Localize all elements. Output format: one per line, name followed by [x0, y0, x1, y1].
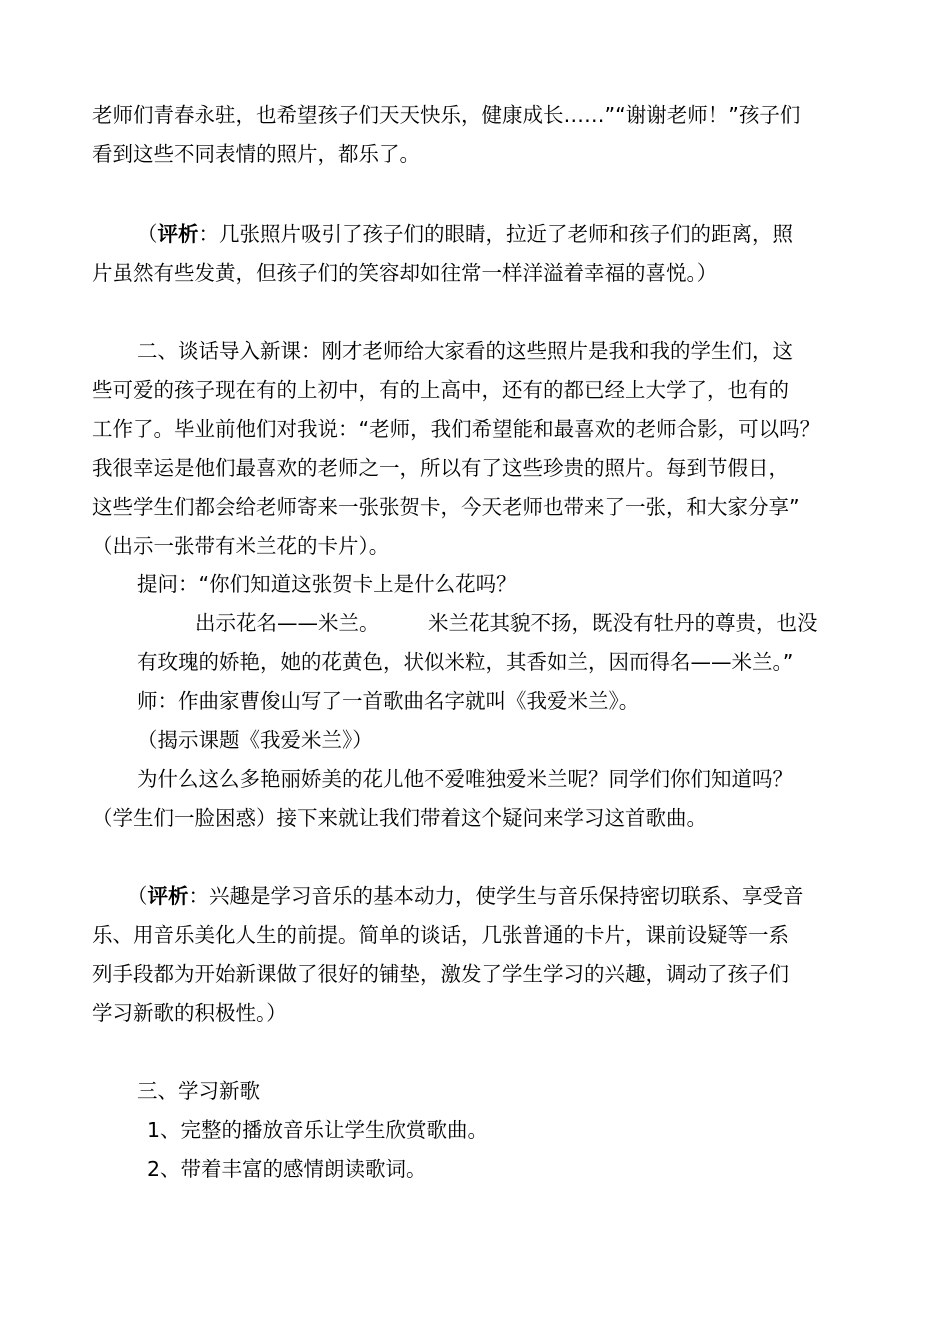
text-line: 看到这些不同表情的照片，都乐了。	[92, 142, 420, 166]
section-three-heading: 三、学习新歌	[137, 1079, 260, 1103]
open-paren: （	[127, 884, 148, 908]
text-line: 米兰花其貌不扬，既没有牡丹的尊贵，也没	[428, 611, 818, 635]
text-line: （出示一张带有米兰花的卡片）。	[92, 534, 390, 558]
text-line: 有玫瑰的娇艳，她的花黄色，状似米粒，其香如兰，因而得名——米兰。”	[137, 650, 794, 674]
text-line: 为什么这么多艳丽娇美的花儿他不爱唯独爱米兰呢？同学们你们知道吗？	[137, 767, 793, 791]
text-line: 些可爱的孩子现在有的上初中，有的上高中，还有的都已经上大学了，也有的	[92, 378, 789, 402]
commentary-label: 评析	[157, 222, 199, 246]
text-line: 这些学生们都会给老师寄来一张张贺卡，今天老师也带来了一张，和大家分享”	[92, 495, 800, 519]
commentary-text: ：几张照片吸引了孩子们的眼睛，拉近了老师和孩子们的距离，照	[198, 222, 793, 246]
text-line: 乐、用音乐美化人生的前提。简单的谈话，几张普通的卡片，课前设疑等一系	[92, 923, 789, 947]
open-paren: （	[137, 222, 158, 246]
text-line: 我很幸运是他们最喜欢的老师之一，所以有了这些珍贵的照片。每到节假日，	[92, 456, 789, 480]
list-item: 1、完整的播放音乐让学生欣赏歌曲。	[147, 1118, 489, 1142]
text-line: （学生们一脸困惑）接下来就让我们带着这个疑问来学习这首歌曲。	[92, 806, 707, 830]
commentary-label: 评析	[147, 884, 189, 908]
commentary-line	[127, 884, 804, 908]
text-line: 出示花名——米兰。	[195, 611, 380, 635]
text-line: 师：作曲家曹俊山写了一首歌曲名字就叫《我爱米兰》。	[137, 689, 640, 713]
section-two-heading-line: 二、谈话导入新课：刚才老师给大家看的这些照片是我和我的学生们，这	[137, 339, 793, 363]
text-line: （揭示课题《我爱米兰》）	[137, 728, 373, 752]
text-line: 片虽然有些发黄，但孩子们的笑容却如往常一样洋溢着幸福的喜悦。）	[92, 261, 718, 285]
text-line: 老师们青春永驻，也希望孩子们天天快乐，健康成长……”“谢谢老师！”孩子们	[92, 103, 801, 127]
text-line: 工作了。毕业前他们对我说：“老师，我们希望能和最喜欢的老师合影，可以吗？	[92, 417, 821, 441]
text-line: 列手段都为开始新课做了很好的铺垫，激发了学生学习的兴趣，调动了孩子们	[92, 962, 789, 986]
commentary-text: ：兴趣是学习音乐的基本动力，使学生与音乐保持密切联系、享受音	[188, 884, 804, 908]
list-item: 2、带着丰富的感情朗读歌词。	[147, 1157, 427, 1181]
commentary-line	[137, 222, 793, 246]
text-line: 学习新歌的积极性。）	[92, 1001, 287, 1025]
text-line: 提问：“你们知道这张贺卡上是什么花吗？	[137, 572, 517, 596]
